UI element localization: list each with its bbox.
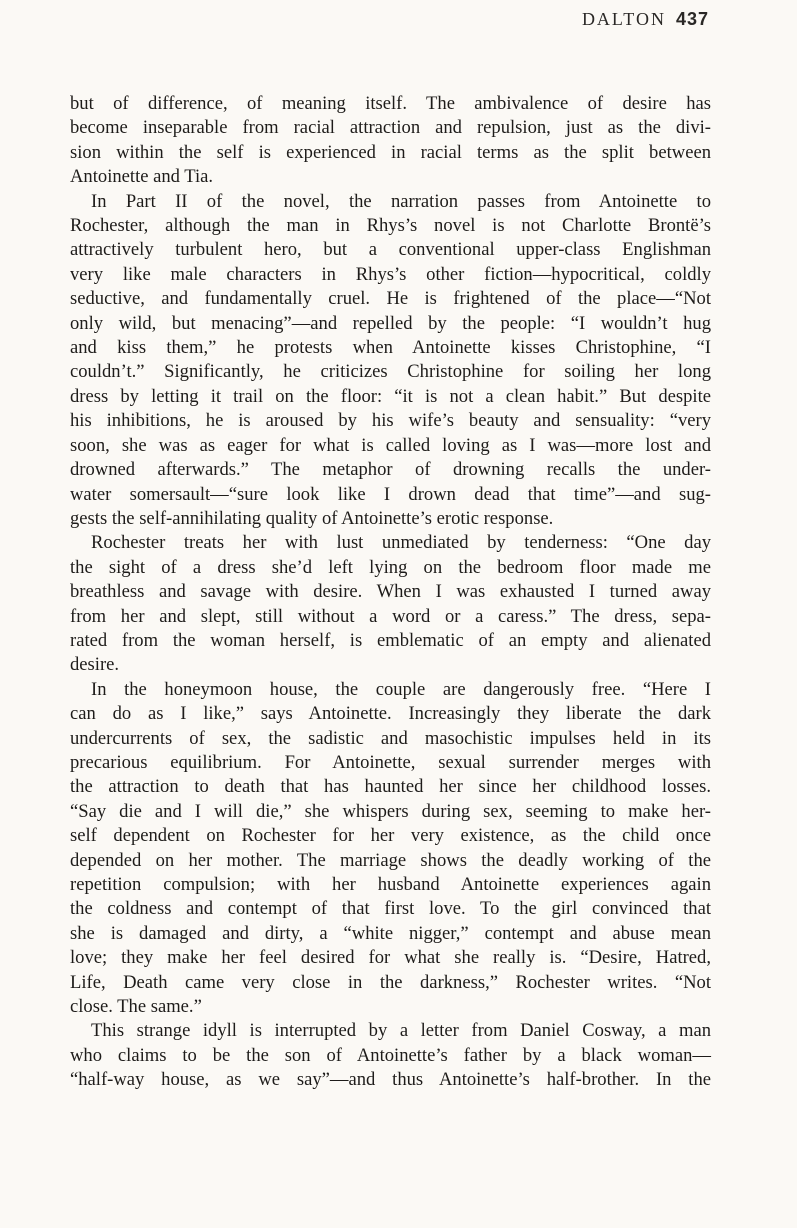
- running-head-author: DALTON: [581, 9, 666, 29]
- text-line: seductive, and fundamentally cruel. He is frightened of the place—“Not: [70, 288, 711, 310]
- text-line: his inhibitions, he is aroused by his wife’s beauty and sensuality: “very: [70, 410, 711, 432]
- running-head: [582, 9, 709, 30]
- text-line: the sight of a dress she’d left lying on the bedroom floor made me: [70, 556, 711, 578]
- text-line: This strange idyll is interrupted by a letter from Daniel Cosway, a man: [91, 1020, 711, 1042]
- text-line: Life, Death came very close in the darkness,” Rochester writes. “Not: [70, 971, 711, 993]
- text-line: depended on her mother. The marriage shows the deadly working of the: [70, 849, 711, 871]
- text-line: soon, she was as eager for what is called loving as I was—more lost and: [70, 434, 711, 456]
- text-line: Rochester, although the man in Rhys’s novel is not Charlotte Brontë’s: [70, 215, 711, 237]
- text-line: the attraction to death that has haunted her since her childhood losses.: [70, 776, 711, 798]
- body-text: [70, 92, 711, 1093]
- text-line: dress by letting it trail on the floor: “it is not a clean habit.” But despite: [70, 385, 711, 407]
- text-line: “half-way house, as we say”—and thus Antoinette’s half-brother. In the: [70, 1069, 711, 1091]
- text-line: precarious equilibrium. For Antoinette, sexual surrender merges with: [70, 751, 711, 773]
- text-line: Antoinette and Tia.: [70, 166, 214, 188]
- text-line: In Part II of the novel, the narration passes from Antoinette to: [91, 190, 711, 212]
- text-line: love; they make her feel desired for what she really is. “Desire, Hatred,: [70, 947, 711, 969]
- text-line: close. The same.”: [70, 996, 202, 1018]
- text-line: she is damaged and dirty, a “white nigger,” contempt and abuse mean: [70, 922, 711, 944]
- text-line: can do as I like,” says Antoinette. Increasingly they liberate the dark: [70, 703, 711, 725]
- text-line: sion within the self is experienced in racial terms as the split between: [70, 141, 711, 163]
- text-line: who claims to be the son of Antoinette’s father by a black woman—: [70, 1044, 711, 1066]
- text-line: couldn’t.” Significantly, he criticizes Christophine for soiling her long: [70, 361, 711, 383]
- text-line: gests the self-annihilating quality of Antoinette’s erotic response.: [70, 507, 554, 529]
- text-line: only wild, but menacing”—and repelled by the people: “I wouldn’t hug: [70, 312, 711, 334]
- text-line: repetition compulsion; with her husband Antoinette experiences again: [70, 874, 711, 895]
- text-line: In the honeymoon house, the couple are dangerously free. “Here I: [91, 678, 711, 700]
- text-line: rated from the woman herself, is emblematic of an empty and alienated: [70, 629, 711, 651]
- text-line: but of difference, of meaning itself. The ambivalence of desire has: [70, 93, 711, 114]
- text-line: Rochester treats her with lust unmediated by tenderness: “One day: [91, 532, 711, 554]
- text-line: become inseparable from racial attraction and repulsion, just as the divi-: [70, 117, 711, 139]
- text-line: self dependent on Rochester for her very existence, as the child once: [70, 825, 711, 847]
- text-line: and kiss them,” he protests when Antoinette kisses Christophine, “I: [70, 337, 711, 359]
- text-line: the coldness and contempt of that first love. To the girl convinced that: [70, 898, 711, 920]
- text-line: breathless and savage with desire. When I was exhausted I turned away: [70, 581, 711, 603]
- text-line: very like male characters in Rhys’s other fiction—hypocritical, coldly: [70, 263, 711, 285]
- text-line: undercurrents of sex, the sadistic and masochistic impulses held in its: [70, 727, 711, 749]
- page-number: 437: [675, 9, 709, 29]
- text-line: “Say die and I will die,” she whispers during sex, seeming to make her-: [70, 800, 711, 822]
- text-line: drowned afterwards.” The metaphor of drowning recalls the under-: [70, 459, 711, 481]
- text-line: from her and slept, still without a word or a caress.” The dress, sepa-: [70, 605, 711, 627]
- text-line: desire.: [70, 654, 120, 676]
- text-line: attractively turbulent hero, but a conventional upper-class Englishman: [70, 239, 711, 261]
- text-line: water somersault—“sure look like I drown dead that time”—and sug-: [70, 483, 711, 505]
